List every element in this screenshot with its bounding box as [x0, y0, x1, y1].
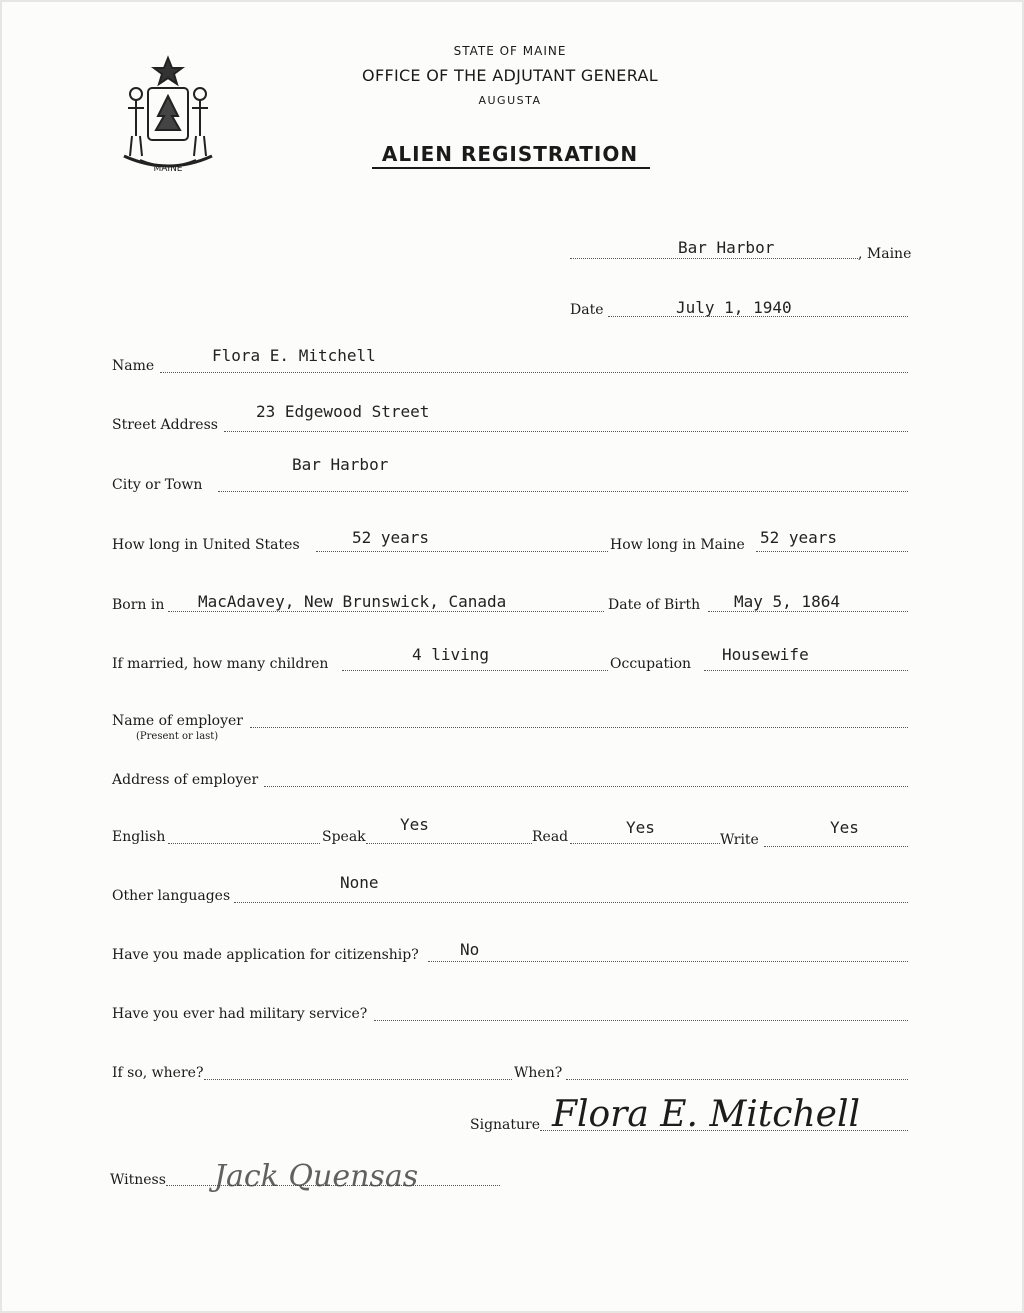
witness-handwriting: [150, 1134, 500, 1218]
occupation-value: Housewife: [722, 645, 809, 664]
born-in-line: [168, 611, 604, 612]
write-label: Write: [720, 832, 759, 848]
employer-name-label: Name of employer: [112, 713, 243, 729]
date-value: July 1, 1940: [676, 298, 792, 317]
signature-label: Signature: [470, 1117, 541, 1133]
speak-line: [366, 843, 532, 844]
english-label: English: [112, 829, 166, 845]
other-languages-label: Other languages: [112, 888, 231, 904]
header-office: OFFICE OF THE ADJUTANT GENERAL: [362, 66, 658, 85]
date-of-birth-line: [708, 611, 908, 612]
occupation-label: Occupation: [610, 656, 692, 672]
name-line: [160, 372, 908, 373]
occupation-line: [704, 670, 908, 671]
date-of-birth-value: May 5, 1864: [734, 592, 840, 611]
employer-address-line: [264, 786, 908, 787]
how-long-maine-value: 52 years: [760, 528, 838, 547]
signature-handwriting: [546, 1080, 886, 1142]
born-in-value: MacAdavey, New Brunswick, Canada: [198, 592, 507, 611]
born-in-label: Born in: [112, 597, 165, 613]
children-label: If married, how many children: [112, 656, 329, 672]
read-line: [570, 843, 720, 844]
street-address-value: 23 Edgewood Street: [256, 402, 430, 421]
how-long-maine-label: How long in Maine: [610, 537, 745, 553]
when-label: When?: [514, 1065, 563, 1081]
citizenship-value: No: [460, 940, 480, 959]
read-label: Read: [532, 829, 569, 845]
if-so-where-label: If so, where?: [112, 1065, 204, 1081]
name-value: Flora E. Mitchell: [212, 346, 376, 365]
city-line: [218, 491, 908, 492]
svg-text:MAINE: MAINE: [153, 164, 183, 174]
military-line: [374, 1020, 908, 1021]
if-so-where-line: [204, 1079, 512, 1080]
how-long-us-line: [316, 551, 608, 552]
children-line: [342, 670, 608, 671]
city-label: City or Town: [112, 477, 203, 493]
town-suffix: , Maine: [858, 246, 912, 262]
header-city: AUGUSTA: [478, 94, 542, 107]
speak-label: Speak: [322, 829, 366, 845]
title-underline: [372, 167, 650, 169]
svg-text:Jack Quensas: Jack Quensas: [214, 1159, 419, 1194]
write-value: Yes: [830, 818, 859, 837]
how-long-us-value: 52 years: [352, 528, 430, 547]
english-line: [168, 843, 320, 844]
other-languages-line: [234, 902, 908, 903]
children-value: 4 living: [412, 645, 490, 664]
witness-label: Witness: [110, 1172, 166, 1188]
how-long-maine-line: [756, 551, 908, 552]
military-label: Have you ever had military service?: [112, 1006, 368, 1022]
form-title: ALIEN REGISTRATION: [381, 142, 639, 166]
street-address-label: Street Address: [112, 417, 218, 433]
header-state: STATE OF MAINE: [453, 44, 567, 58]
employer-address-label: Address of employer: [112, 772, 259, 788]
street-address-line: [224, 431, 908, 432]
employer-name-line: [250, 727, 908, 728]
svg-text:Flora E. Mitchell: Flora E. Mitchell: [552, 1094, 860, 1135]
date-of-birth-label: Date of Birth: [608, 597, 701, 613]
citizenship-line: [428, 961, 908, 962]
name-label: Name: [112, 358, 155, 374]
state-seal-icon: [112, 52, 224, 180]
how-long-us-label: How long in United States: [112, 537, 300, 553]
read-value: Yes: [626, 818, 655, 837]
employer-name-sublabel: (Present or last): [136, 731, 219, 742]
date-label: Date: [570, 302, 604, 318]
city-value: Bar Harbor: [292, 455, 389, 474]
speak-value: Yes: [400, 815, 429, 834]
town-line: [570, 258, 858, 259]
citizenship-label: Have you made application for citizenship?: [112, 947, 419, 963]
write-line: [764, 846, 908, 847]
other-languages-value: None: [340, 873, 379, 892]
town-value: Bar Harbor: [678, 238, 775, 257]
